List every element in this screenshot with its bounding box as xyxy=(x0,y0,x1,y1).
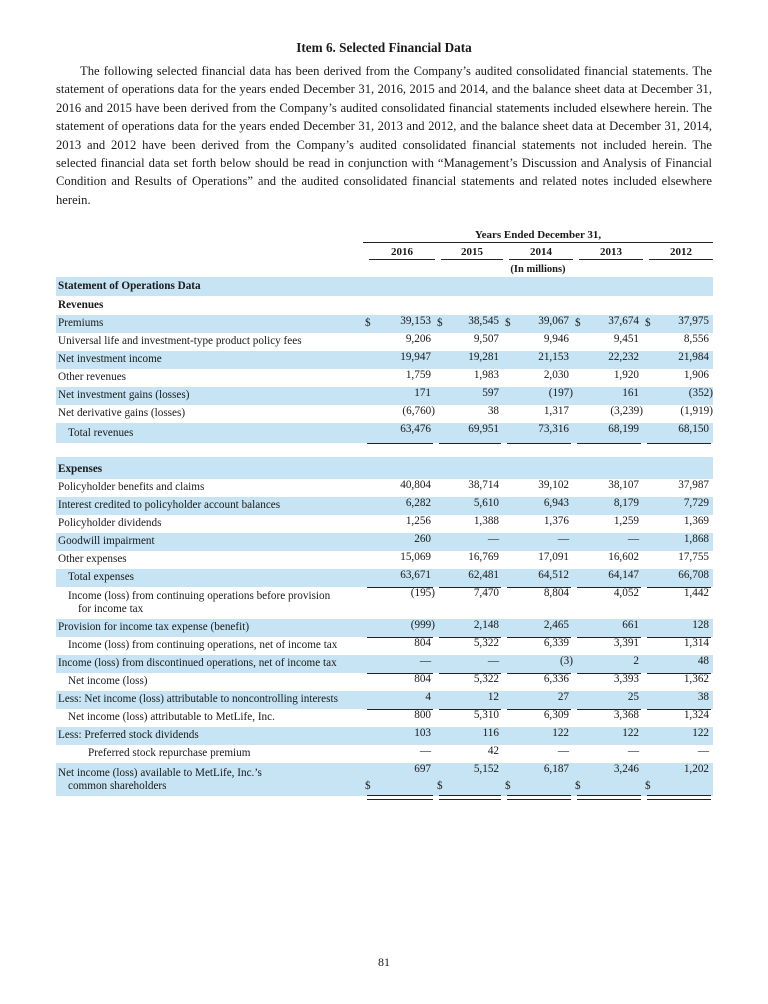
value-cell-2016: 9,206 xyxy=(405,333,431,345)
value-cell-2013: 1,259 xyxy=(613,515,639,527)
value-cell-2014: 27 xyxy=(503,691,573,709)
value-cell-2014: 6,309 xyxy=(543,709,569,721)
value-cell-2013: $ 3,246 xyxy=(573,763,643,796)
value-cell-2016: — xyxy=(363,745,435,763)
table-row xyxy=(56,745,713,763)
value-cell-2012: 37,987 xyxy=(678,479,709,491)
intro-paragraph: The following selected financial data has been derived from the Company’s audited consolidated financial statements. The statement of operations data for the years ended December 31, 2016, 2015 and 2014, and the balance sheet data at December 31, 2016 and 2015 have been derived from the Company’s audited consolidated financial statements included elsewhere herein. The statement of operations data for the years ended December 31, 2013 and 2012, and the balance sheet data at December 31, 2014, 2013 and 2012 have been derived from the Company’s audited consolidated financial statements not included herein. The selected financial data set forth below should be read in conjunction with “Management’s Discussion and Analysis of Financial Condition and Results of Operations” and the audited consolidated financial statements and related notes included elsewhere herein. xyxy=(56,64,712,207)
row-label: Interest credited to policyholder account balances xyxy=(58,499,281,511)
period-header: Years Ended December 31, xyxy=(363,229,713,243)
value-cell-2012: $ 1,202 xyxy=(643,763,713,796)
value-cell-2013: 25 xyxy=(573,691,643,709)
value-cell-2014: 2,030 xyxy=(543,369,569,381)
value-cell-2013: 122 xyxy=(622,727,639,739)
value-cell-2012: 1,442 xyxy=(683,587,709,599)
value-cell-2014: 64,512 xyxy=(503,569,573,587)
page-title: Item 6. Selected Financial Data xyxy=(296,40,472,55)
value-cell-2014: 1,317 xyxy=(503,405,573,423)
currency-symbol: $ xyxy=(505,780,511,792)
value-cell-2015: 5,322 xyxy=(473,673,499,685)
row-label: Net income (loss) attributable to MetLife, Inc. xyxy=(68,711,275,723)
value-cell-2016: 6,282 xyxy=(405,497,431,509)
value-cell-2016: 1,759 xyxy=(405,369,431,381)
value-cell-2015: 7,470 xyxy=(473,587,499,599)
value-cell-2014: 6,339 xyxy=(543,637,569,649)
table-row xyxy=(56,533,713,551)
currency-symbol: $ xyxy=(645,780,651,792)
value-cell-2014: 6,336 xyxy=(543,673,569,685)
value-cell-2013: 64,147 xyxy=(573,569,643,587)
value-cell-2013: $ 37,674 xyxy=(575,315,639,329)
value-cell-2014: 2,465 xyxy=(503,619,573,637)
value-cell-2013: 68,199 xyxy=(573,423,643,443)
value-cell-2012: (352) xyxy=(688,387,713,399)
value-cell-2015: 2,148 xyxy=(435,619,503,637)
table-row xyxy=(56,333,713,351)
value-cell-2016: (6,760) xyxy=(363,405,435,423)
value-cell-2015: 116 xyxy=(482,727,499,739)
value-cell-2012: 7,729 xyxy=(683,497,709,509)
row-label: Income (loss) from continuing operations, net of income tax xyxy=(68,639,338,651)
value-cell-2013: 22,232 xyxy=(608,351,639,363)
table-row xyxy=(56,691,713,709)
value-cell-2014: 17,091 xyxy=(503,551,573,569)
value-cell-2012: 68,150 xyxy=(643,423,713,443)
table-row xyxy=(56,515,713,533)
row-label: Policyholder dividends xyxy=(58,517,162,529)
value-cell-2016: $ 697 xyxy=(363,763,435,796)
row-label: Revenues xyxy=(58,299,104,311)
value-cell-2015: 19,281 xyxy=(468,351,499,363)
table-row xyxy=(56,351,713,369)
table-row xyxy=(56,479,713,497)
table-row xyxy=(56,709,713,727)
value-cell-2015: 62,481 xyxy=(435,569,503,587)
value-cell-2013: 661 xyxy=(573,619,643,637)
value-cell-2012: (1,919) xyxy=(643,405,713,423)
value-cell-2012: 1,906 xyxy=(683,369,709,381)
value-cell-2014: 122 xyxy=(552,727,569,739)
row-label: Other revenues xyxy=(58,371,127,383)
value-cell-2013: — xyxy=(627,533,639,545)
value-cell-2014: 21,153 xyxy=(538,351,569,363)
table-row xyxy=(56,637,713,655)
table-row xyxy=(56,315,713,333)
value-cell-2013: 38,107 xyxy=(608,479,639,491)
value-cell-2014: $ 39,067 xyxy=(505,315,569,329)
value-cell-2015: 9,507 xyxy=(473,333,499,345)
value-cell-2014: 1,376 xyxy=(543,515,569,527)
value-cell-2016: — xyxy=(363,655,435,673)
value-cell-2015: 1,983 xyxy=(473,369,499,381)
units-label: (In millions) xyxy=(510,264,566,275)
year-header-2012: 2012 xyxy=(649,245,713,260)
value-cell-2015: 38,714 xyxy=(468,479,499,491)
value-cell-2015: $ 38,545 xyxy=(437,315,499,329)
value-cell-2012: 122 xyxy=(692,727,709,739)
value-cell-2013: 161 xyxy=(622,387,639,399)
value-cell-2015: 597 xyxy=(482,387,499,399)
value-cell-2012: $ 37,975 xyxy=(645,315,709,329)
value-cell-2013: — xyxy=(573,745,643,763)
value-cell-2012: 38 xyxy=(643,691,713,709)
table-column-header xyxy=(363,229,713,275)
value-cell-2015: 5,322 xyxy=(473,637,499,649)
year-headers xyxy=(363,245,713,260)
row-label: Goodwill impairment xyxy=(58,535,155,547)
value-cell-2012: 48 xyxy=(643,655,713,673)
value-cell-2016: 800 xyxy=(414,709,431,721)
subsection-header-row xyxy=(56,296,713,315)
value-cell-2016: 1,256 xyxy=(405,515,431,527)
currency-symbol: $ xyxy=(365,780,371,792)
currency-symbol: $ xyxy=(575,317,581,329)
row-label: Net investment gains (losses) xyxy=(58,389,190,401)
value-cell-2012: 1,369 xyxy=(683,515,709,527)
value-cell-2014: 73,316 xyxy=(503,423,573,443)
year-header-2013: 2013 xyxy=(579,245,643,260)
value-cell-2016: 63,476 xyxy=(363,423,435,443)
value-cell-2016: 804 xyxy=(414,637,431,649)
value-cell-2016: 19,947 xyxy=(400,351,431,363)
value-cell-2015: 38 xyxy=(435,405,503,423)
value-cell-2013: 3,393 xyxy=(613,673,639,685)
row-label: Provision for income tax expense (benefit) xyxy=(58,621,250,633)
value-cell-2015: — xyxy=(435,655,503,673)
value-cell-2015: 16,769 xyxy=(435,551,503,569)
value-cell-2014: (197) xyxy=(548,387,573,399)
row-label: Income (loss) from discontinued operations, net of income tax xyxy=(58,657,337,669)
value-cell-2012: — xyxy=(643,745,713,763)
value-cell-2013: 3,391 xyxy=(613,637,639,649)
currency-symbol: $ xyxy=(645,317,651,329)
row-label: Statement of Operations Data xyxy=(58,280,201,292)
row-label: Income (loss) from continuing operations before provision for income tax xyxy=(68,590,331,615)
row-label: Other expenses xyxy=(58,553,127,565)
value-cell-2012: 128 xyxy=(643,619,713,637)
table-row xyxy=(56,655,713,673)
row-label: Universal life and investment-type product policy fees xyxy=(58,335,302,347)
currency-symbol: $ xyxy=(575,780,581,792)
value-cell-2016: 40,804 xyxy=(400,479,431,491)
table-row xyxy=(56,727,713,745)
currency-symbol: $ xyxy=(437,317,443,329)
value-cell-2012: 8,556 xyxy=(683,333,709,345)
financial-data-table xyxy=(56,277,713,796)
value-cell-2013: 2 xyxy=(573,655,643,673)
value-cell-2016: (999) xyxy=(363,619,435,637)
table-row xyxy=(56,569,713,587)
row-label: Less: Preferred stock dividends xyxy=(58,729,199,741)
currency-symbol: $ xyxy=(437,780,443,792)
value-cell-2013: 3,368 xyxy=(613,709,639,721)
value-cell-2015: 5,610 xyxy=(473,497,499,509)
row-label: Total expenses xyxy=(68,571,135,583)
value-cell-2015: — xyxy=(487,533,499,545)
table-row xyxy=(56,387,713,405)
value-cell-2012: 1,314 xyxy=(683,637,709,649)
value-cell-2013: 1,920 xyxy=(613,369,639,381)
section-header-row xyxy=(56,277,713,296)
row-label: Preferred stock repurchase premium xyxy=(88,747,251,759)
value-cell-2015: 1,388 xyxy=(473,515,499,527)
value-cell-2012: 1,362 xyxy=(683,673,709,685)
table-row xyxy=(56,405,713,423)
value-cell-2014: — xyxy=(503,745,573,763)
row-label: Total revenues xyxy=(68,427,134,439)
value-cell-2015: 69,951 xyxy=(435,423,503,443)
value-cell-2012: 1,324 xyxy=(683,709,709,721)
row-label: Net derivative gains (losses) xyxy=(58,407,186,419)
currency-symbol: $ xyxy=(505,317,511,329)
table-row xyxy=(56,369,713,387)
value-cell-2014: — xyxy=(557,533,569,545)
value-cell-2014: 6,943 xyxy=(543,497,569,509)
value-cell-2014: (3) xyxy=(503,655,573,673)
table-row xyxy=(56,551,713,569)
value-cell-2016: 260 xyxy=(414,533,431,545)
table-row xyxy=(56,673,713,691)
table-row xyxy=(56,423,713,443)
value-cell-2013: (3,239) xyxy=(573,405,643,423)
value-cell-2013: 9,451 xyxy=(613,333,639,345)
value-cell-2015: 42 xyxy=(435,745,503,763)
row-label: Expenses xyxy=(58,463,103,475)
table-row xyxy=(56,497,713,515)
value-cell-2016: 804 xyxy=(414,673,431,685)
value-cell-2012: 1,868 xyxy=(683,533,709,545)
value-cell-2016: 15,069 xyxy=(363,551,435,569)
table-row xyxy=(56,587,713,619)
value-cell-2013: 4,052 xyxy=(613,587,639,599)
row-label: Net income (loss) xyxy=(68,675,148,687)
row-label: Premiums xyxy=(58,317,104,329)
currency-symbol: $ xyxy=(365,317,371,329)
value-cell-2016: 103 xyxy=(414,727,431,739)
row-label: Less: Net income (loss) attributable to noncontrolling interests xyxy=(58,693,338,705)
table-row xyxy=(56,619,713,637)
year-header-2016: 2016 xyxy=(369,245,435,260)
value-cell-2013: 16,602 xyxy=(573,551,643,569)
value-cell-2014: 39,102 xyxy=(538,479,569,491)
value-cell-2016: 4 xyxy=(363,691,435,709)
value-cell-2016: 63,671 xyxy=(363,569,435,587)
row-label: Policyholder benefits and claims xyxy=(58,481,205,493)
value-cell-2016: (195) xyxy=(410,587,435,599)
row-label: Net investment income xyxy=(58,353,162,365)
value-cell-2016: $ 39,153 xyxy=(365,315,431,329)
value-cell-2014: 9,946 xyxy=(543,333,569,345)
value-cell-2013: 8,179 xyxy=(613,497,639,509)
year-header-2014: 2014 xyxy=(509,245,573,260)
value-cell-2015: 5,310 xyxy=(473,709,499,721)
row-label: Net income (loss) available to MetLife, Inc.’s common shareholders xyxy=(58,767,262,792)
value-cell-2015: 12 xyxy=(435,691,503,709)
table-row xyxy=(56,763,713,796)
value-cell-2012: 66,708 xyxy=(643,569,713,587)
value-cell-2014: $ 6,187 xyxy=(503,763,573,796)
page-number: 81 xyxy=(378,955,390,969)
value-cell-2012: 17,755 xyxy=(643,551,713,569)
value-cell-2014: 8,804 xyxy=(543,587,569,599)
year-header-2015: 2015 xyxy=(441,245,503,260)
subsection-header-row xyxy=(56,457,713,479)
value-cell-2015: $ 5,152 xyxy=(435,763,503,796)
value-cell-2012: 21,984 xyxy=(678,351,709,363)
value-cell-2016: 171 xyxy=(414,387,431,399)
